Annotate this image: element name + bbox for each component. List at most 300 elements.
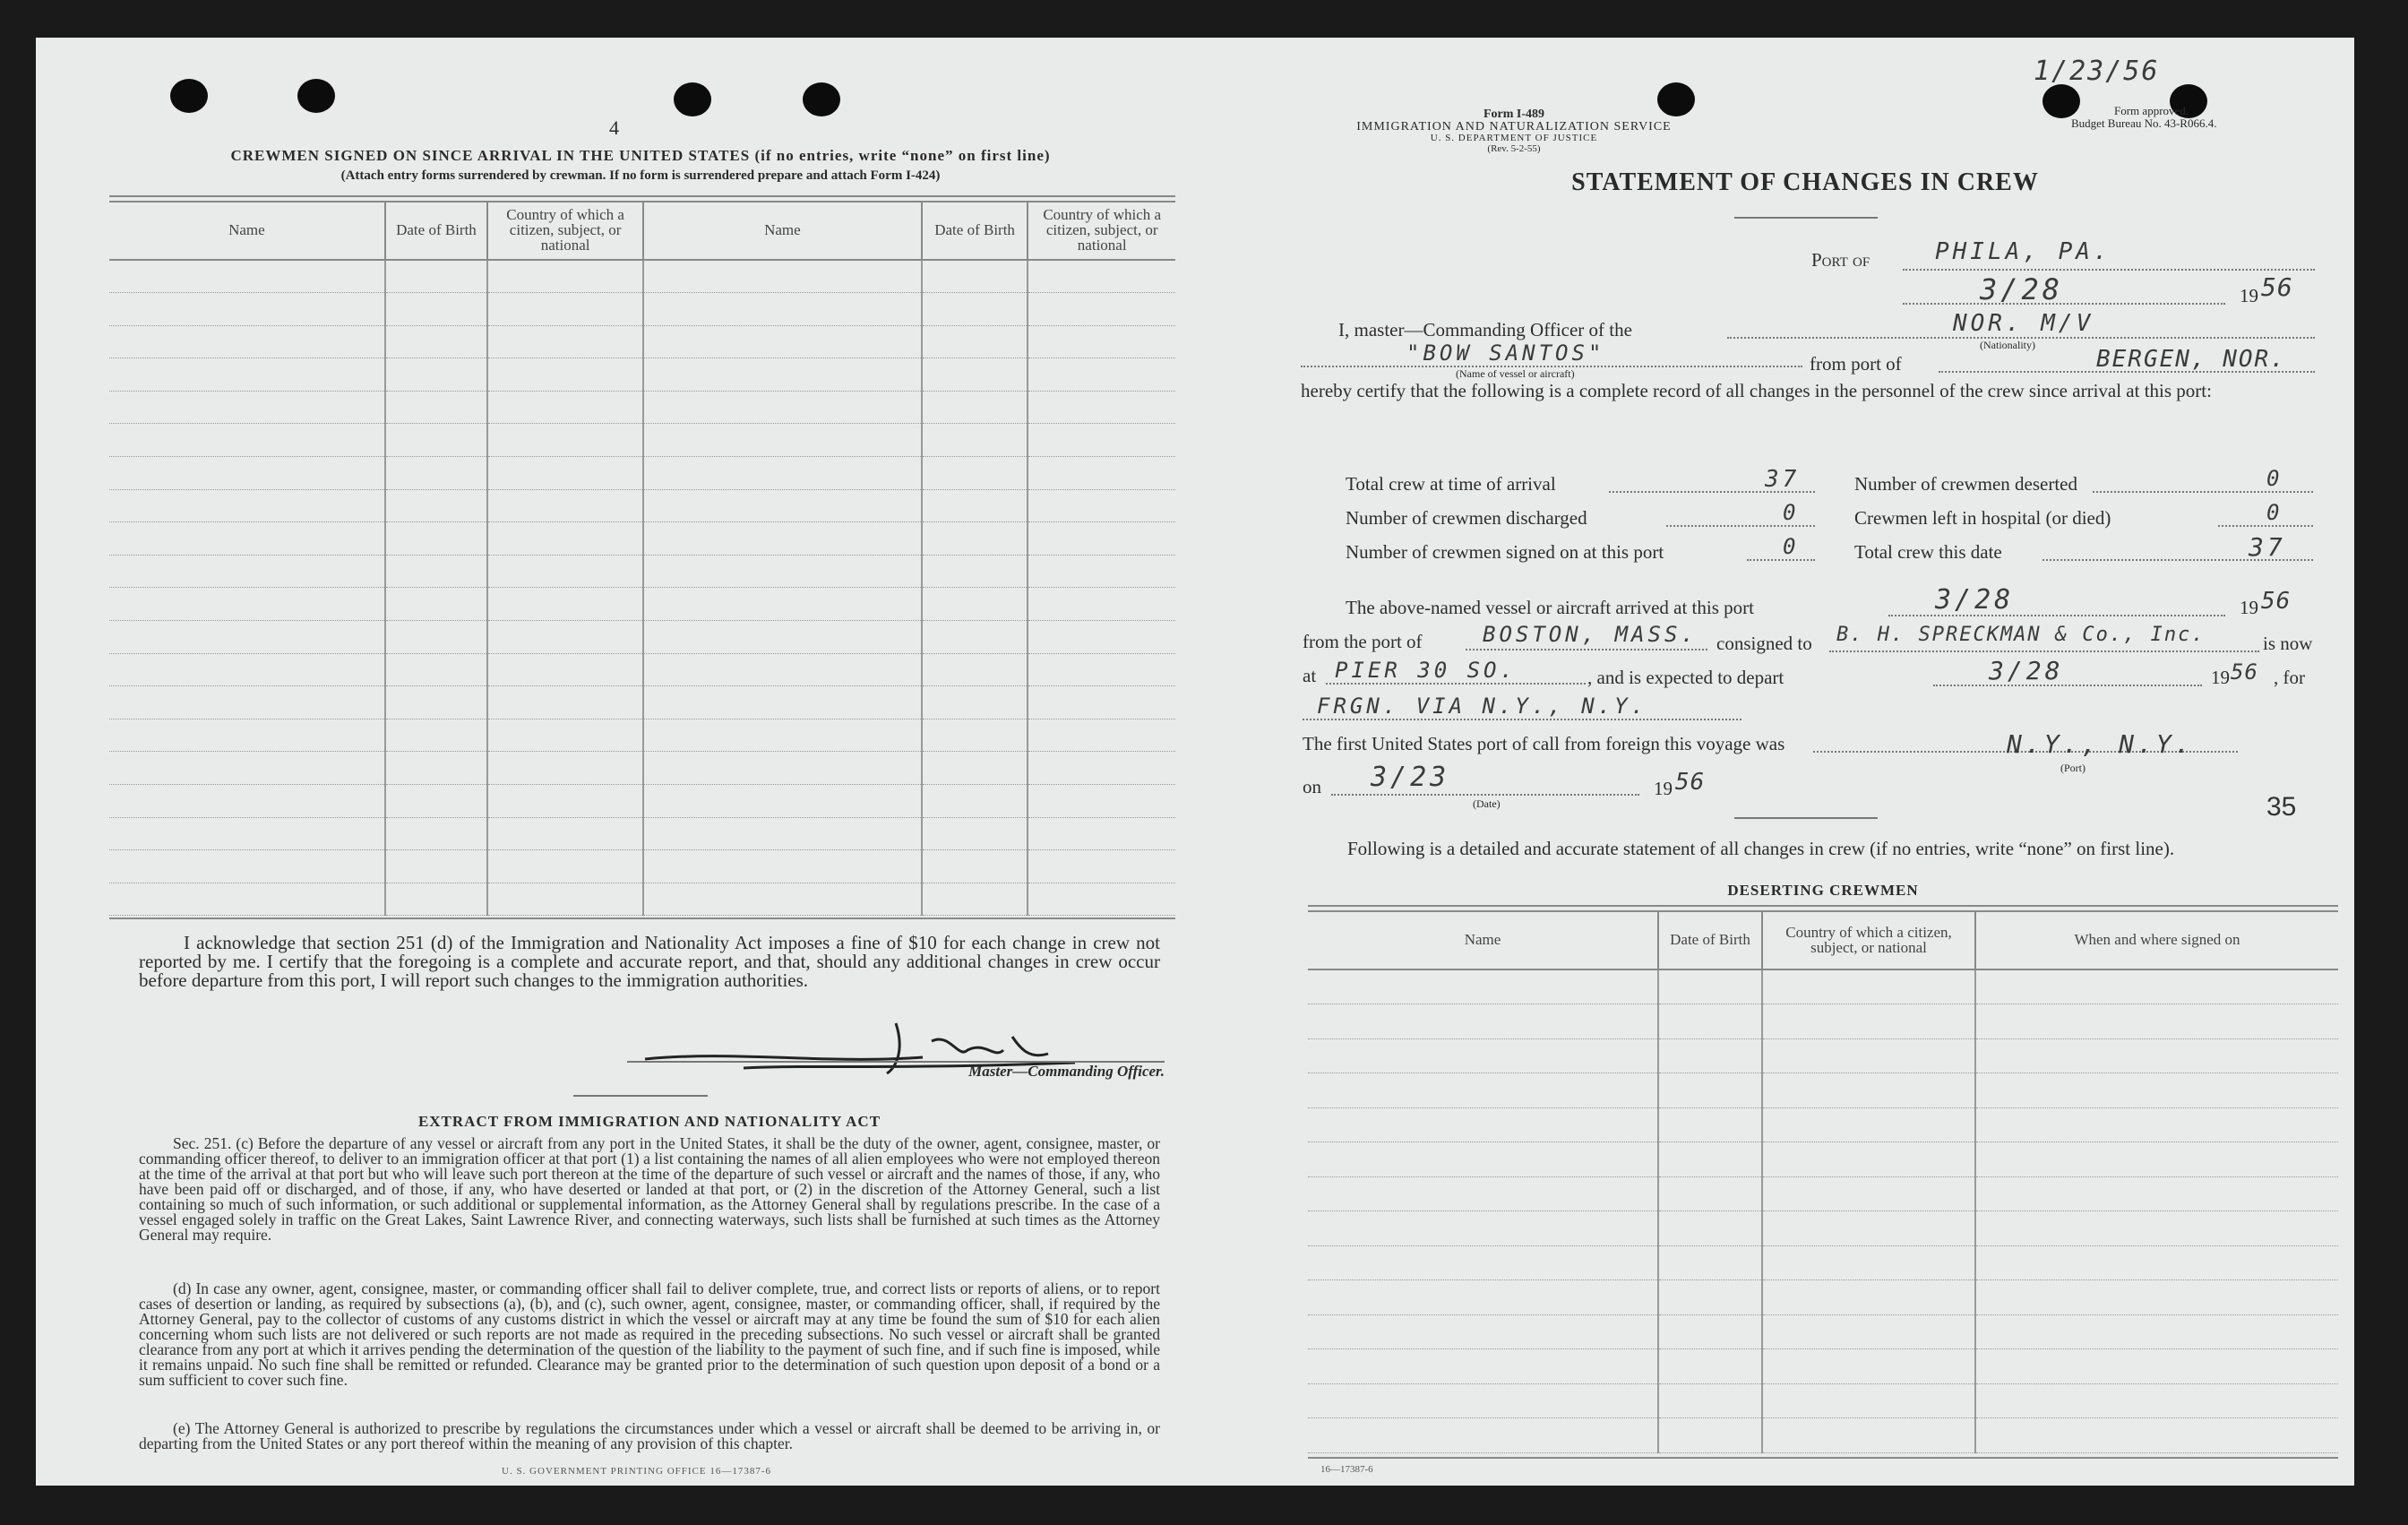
table-cell[interactable] <box>487 391 643 424</box>
table-cell[interactable] <box>1028 260 1175 293</box>
depart-year: 56 <box>2231 659 2258 685</box>
column-header: Country of which a citizen, subject, or national <box>1028 201 1175 260</box>
table-cell[interactable] <box>1975 1107 2338 1142</box>
table-cell[interactable] <box>385 489 488 522</box>
table-cell[interactable] <box>643 850 922 883</box>
table-cell[interactable] <box>643 522 922 556</box>
table-cell[interactable] <box>1762 1176 1975 1211</box>
table-cell[interactable] <box>109 555 385 588</box>
table-cell[interactable] <box>1975 1349 2338 1384</box>
table-row <box>1308 1245 2338 1280</box>
first-port-year: 56 <box>1675 769 1706 796</box>
table-row <box>109 293 1175 326</box>
punch-hole <box>674 82 711 116</box>
table-cell[interactable] <box>1762 1073 1975 1108</box>
table-cell[interactable] <box>1762 1314 1975 1349</box>
table-cell[interactable] <box>385 293 488 326</box>
discharged-label: Number of crewmen discharged <box>1346 507 1587 529</box>
for-label: , for <box>2274 667 2305 688</box>
rule <box>1734 817 1878 819</box>
fill-line <box>1466 649 1707 650</box>
table-cell[interactable] <box>643 457 922 490</box>
table-cell[interactable] <box>643 555 922 588</box>
table-cell[interactable] <box>487 653 643 686</box>
table-cell[interactable] <box>385 588 488 621</box>
table-cell[interactable] <box>922 785 1028 818</box>
table-cell[interactable] <box>1028 817 1175 850</box>
section-251-c: Sec. 251. (c) Before the departure of any vessel or aircraft from any port in the United States, it shall be the duty of the owner, agent, consignee, master, or commanding officer thereof, to deliver to an immigration officer at that port (1) a list containing the names of all alien employees who were not employed thereon at the time of the arrival at that port but who will leave such port thereon at the time of the departure of such vessel or aircraft and the names of those, if any, who have been paid off or discharged, and of those, if any, who have deserted or landed at that port, or (2) in the discretion of the Attorney General, such a list containing so much of such information, or such additional or supplemental information, as the Attorney General shall by regulations prescribe. In the case of a vessel engaged solely in traffic on the Great Lakes, Saint Lawrence River, and connecting waterways, such lists shall be furnished at such times as the Attorney General may require. <box>139 1134 1160 1244</box>
table-cell[interactable] <box>1975 1314 2338 1349</box>
table-cell[interactable] <box>1028 850 1175 883</box>
table-row <box>1308 1107 2338 1142</box>
vessel-nationality: NOR. M/V <box>1953 310 2094 337</box>
depart-date: 3/28 <box>1989 656 2064 685</box>
table-cell[interactable] <box>487 850 643 883</box>
table-cell[interactable] <box>1308 1383 1658 1418</box>
rule <box>1308 1457 2338 1459</box>
table-cell[interactable] <box>922 555 1028 588</box>
table-cell[interactable] <box>385 817 488 850</box>
table-cell[interactable] <box>385 785 488 818</box>
table-cell[interactable] <box>922 621 1028 654</box>
table-cell[interactable] <box>1762 1280 1975 1315</box>
table-row <box>109 785 1175 818</box>
table-cell[interactable] <box>385 391 488 424</box>
table-cell[interactable] <box>1308 969 1658 1004</box>
discharged-value: 0 <box>1783 500 1800 525</box>
master-line: I, master—Commanding Officer of the <box>1338 319 1632 340</box>
table-cell[interactable] <box>109 391 385 424</box>
table-cell[interactable] <box>643 325 922 358</box>
table-cell[interactable] <box>1658 1245 1762 1280</box>
table-cell[interactable] <box>487 522 643 556</box>
table-cell[interactable] <box>1975 1073 2338 1108</box>
table-row <box>109 621 1175 654</box>
table-cell[interactable] <box>109 653 385 686</box>
table-cell[interactable] <box>109 883 385 916</box>
table-cell[interactable] <box>1028 457 1175 490</box>
crewmen-signed-on-table <box>109 201 1175 916</box>
from-port-value: BERGEN, NOR. <box>2096 346 2286 373</box>
table-cell[interactable] <box>109 752 385 785</box>
table-cell[interactable] <box>1658 1176 1762 1211</box>
year-prefix: 19 <box>1654 778 1673 799</box>
table-cell[interactable] <box>487 293 643 326</box>
table-row <box>109 489 1175 522</box>
table-cell[interactable] <box>1308 1211 1658 1246</box>
hospital-value: 0 <box>2266 500 2283 525</box>
table-cell[interactable] <box>385 653 488 686</box>
table-cell[interactable] <box>1762 1211 1975 1246</box>
table-cell[interactable] <box>1975 1038 2338 1073</box>
table-row <box>1308 1349 2338 1384</box>
table-cell[interactable] <box>1975 1383 2338 1418</box>
table-cell[interactable] <box>1658 1038 1762 1073</box>
table-cell[interactable] <box>922 424 1028 457</box>
destination: FRGN. VIA N.Y., N.Y. <box>1317 694 1647 719</box>
table-cell[interactable] <box>1975 969 2338 1004</box>
table-cell[interactable] <box>922 522 1028 556</box>
table-cell[interactable] <box>1028 358 1175 392</box>
table-cell[interactable] <box>1975 1142 2338 1177</box>
first-port-date: 3/23 <box>1371 762 1450 793</box>
table-cell[interactable] <box>109 424 385 457</box>
table-cell[interactable] <box>1975 1280 2338 1315</box>
punch-hole <box>170 79 208 113</box>
table-cell[interactable] <box>643 588 922 621</box>
table-cell[interactable] <box>487 457 643 490</box>
table-cell[interactable] <box>1028 621 1175 654</box>
table-cell[interactable] <box>109 817 385 850</box>
table-cell[interactable] <box>643 785 922 818</box>
table-cell[interactable] <box>487 785 643 818</box>
table-cell[interactable] <box>643 883 922 916</box>
table-cell[interactable] <box>1028 325 1175 358</box>
table-cell[interactable] <box>1308 1142 1658 1177</box>
consigned-label: consigned to <box>1716 633 1812 654</box>
budget-bureau-number: Budget Bureau No. 43-R066.4. <box>2071 116 2217 130</box>
table-cell[interactable] <box>1658 1073 1762 1108</box>
table-cell[interactable] <box>1658 1349 1762 1384</box>
table-cell[interactable] <box>922 817 1028 850</box>
table-cell[interactable] <box>922 883 1028 916</box>
printer-footer: 16—17387-6 <box>1320 1464 1373 1475</box>
rule <box>1734 217 1878 219</box>
table-cell[interactable] <box>385 850 488 883</box>
table-cell[interactable] <box>1762 1004 1975 1039</box>
table-cell[interactable] <box>1308 1245 1658 1280</box>
table-cell[interactable] <box>109 358 385 392</box>
date-caption: (Date) <box>1473 797 1501 810</box>
table-cell[interactable] <box>1658 1280 1762 1315</box>
following-text: Following is a detailed and accurate statement of all changes in crew (if no entries, write “none” on first line). <box>1347 838 2175 859</box>
table-cell[interactable] <box>1308 1280 1658 1315</box>
punch-hole <box>2042 84 2080 118</box>
table-cell[interactable] <box>922 260 1028 293</box>
table-cell[interactable] <box>922 489 1028 522</box>
fill-line <box>1903 303 2225 305</box>
fill-line <box>1303 719 1742 720</box>
department-name: U. S. DEPARTMENT OF JUSTICE <box>1430 133 1598 143</box>
table-cell[interactable] <box>487 883 643 916</box>
table-row <box>109 850 1175 883</box>
table-cell[interactable] <box>643 653 922 686</box>
table-cell[interactable] <box>1028 391 1175 424</box>
table-cell[interactable] <box>643 817 922 850</box>
table-cell[interactable] <box>487 424 643 457</box>
table-cell[interactable] <box>385 686 488 719</box>
table-cell[interactable] <box>385 522 488 556</box>
fill-line <box>1326 683 1586 685</box>
table-row <box>109 883 1175 916</box>
table-row <box>109 457 1175 490</box>
crewmen-signed-heading: CREWMEN SIGNED ON SINCE ARRIVAL IN THE UNITED STATES (if no entries, write “none” on first line) <box>230 147 1051 164</box>
table-row <box>109 555 1175 588</box>
table-cell[interactable] <box>1658 1142 1762 1177</box>
table-cell[interactable] <box>109 457 385 490</box>
port-label: Port of <box>1811 249 1870 271</box>
arrived-text: The above-named vessel or aircraft arrived at this port <box>1346 597 1754 618</box>
table-row <box>109 325 1175 358</box>
table-cell[interactable] <box>1308 1107 1658 1142</box>
table-cell[interactable] <box>487 817 643 850</box>
table-body <box>1308 969 2338 1452</box>
fill-line <box>2218 525 2313 527</box>
table-cell[interactable] <box>109 489 385 522</box>
table-row <box>1308 1314 2338 1349</box>
deserting-crewmen-table <box>1308 910 2338 1453</box>
table-cell[interactable] <box>922 293 1028 326</box>
table-cell[interactable] <box>643 260 922 293</box>
table-cell[interactable] <box>643 719 922 752</box>
column-header: Date of Birth <box>1658 910 1762 969</box>
column-header: Date of Birth <box>385 201 488 260</box>
table-cell[interactable] <box>487 752 643 785</box>
table-cell[interactable] <box>1658 1211 1762 1246</box>
signed-on-label: Number of crewmen signed on at this port <box>1346 541 1664 563</box>
table-cell[interactable] <box>1762 1142 1975 1177</box>
table-cell[interactable] <box>109 325 385 358</box>
table-cell[interactable] <box>1028 719 1175 752</box>
fill-line <box>1666 525 1815 527</box>
table-row <box>1308 969 2338 1004</box>
table-cell[interactable] <box>1308 1038 1658 1073</box>
hospital-label: Crewmen left in hospital (or died) <box>1854 507 2111 529</box>
table-cell[interactable] <box>385 424 488 457</box>
table-cell[interactable] <box>385 555 488 588</box>
table-cell[interactable] <box>1762 969 1975 1004</box>
table-cell[interactable] <box>1975 1211 2338 1246</box>
table-cell[interactable] <box>487 621 643 654</box>
fill-line <box>2093 491 2313 493</box>
table-cell[interactable] <box>1762 1383 1975 1418</box>
table-cell[interactable] <box>1975 1004 2338 1039</box>
page-number: 4 <box>609 116 619 139</box>
table-row <box>1308 1383 2338 1418</box>
table-row <box>109 260 1175 293</box>
table-row <box>1308 1418 2338 1453</box>
table-cell[interactable] <box>385 752 488 785</box>
table-cell[interactable] <box>1762 1418 1975 1453</box>
column-header: When and where signed on <box>1975 910 2338 969</box>
total-crew-date-value: 37 <box>2249 532 2286 562</box>
table-cell[interactable] <box>1762 1349 1975 1384</box>
from-port-of-label: from the port of <box>1303 631 1423 652</box>
table-cell[interactable] <box>109 686 385 719</box>
table-cell[interactable] <box>109 785 385 818</box>
table-cell[interactable] <box>1028 293 1175 326</box>
rule <box>109 918 1175 919</box>
table-cell[interactable] <box>1028 424 1175 457</box>
column-header: Country of which a citizen, subject, or national <box>487 201 643 260</box>
table-cell[interactable] <box>922 457 1028 490</box>
table-cell[interactable] <box>643 391 922 424</box>
total-crew-arrival-value: 37 <box>1765 466 1801 493</box>
punch-hole <box>803 82 840 116</box>
table-cell[interactable] <box>1308 1418 1658 1453</box>
table-cell[interactable] <box>1028 785 1175 818</box>
table-cell[interactable] <box>1658 1314 1762 1349</box>
table-row <box>109 522 1175 556</box>
table-row <box>1308 1211 2338 1246</box>
on-label: on <box>1303 776 1321 797</box>
table-cell[interactable] <box>1658 1107 1762 1142</box>
table-cell[interactable] <box>487 358 643 392</box>
table-cell[interactable] <box>487 719 643 752</box>
column-header: Date of Birth <box>922 201 1028 260</box>
table-cell[interactable] <box>1308 1349 1658 1384</box>
total-crew-arrival-label: Total crew at time of arrival <box>1346 473 1556 495</box>
report-year: 56 <box>2261 272 2293 302</box>
year-prefix: 19 <box>2240 285 2258 306</box>
table-cell[interactable] <box>1762 1038 1975 1073</box>
table-cell[interactable] <box>109 522 385 556</box>
table-row <box>109 588 1175 621</box>
table-cell[interactable] <box>643 752 922 785</box>
table-cell[interactable] <box>1028 522 1175 556</box>
table-cell[interactable] <box>385 325 488 358</box>
signed-on-value: 0 <box>1783 534 1800 559</box>
consignee: B. H. SPRECKMAN & Co., Inc. <box>1836 624 2206 646</box>
table-cell[interactable] <box>1762 1107 1975 1142</box>
attach-forms-note: (Attach entry forms surrendered by crewman. If no form is surrendered prepare and attach Form I-424) <box>340 168 941 183</box>
table-row <box>109 653 1175 686</box>
table-cell[interactable] <box>643 293 922 326</box>
table-cell[interactable] <box>487 588 643 621</box>
column-header: Name <box>1308 910 1658 969</box>
table-cell[interactable] <box>385 719 488 752</box>
table-cell[interactable] <box>109 260 385 293</box>
agency-name: IMMIGRATION AND NATURALIZATION SERVICE <box>1356 120 1672 134</box>
berth-location: PIER 30 SO. <box>1335 658 1517 683</box>
table-row <box>1308 1038 2338 1073</box>
table-cell[interactable] <box>922 588 1028 621</box>
table-cell[interactable] <box>922 752 1028 785</box>
fill-line <box>1903 269 2315 271</box>
table-cell[interactable] <box>1028 752 1175 785</box>
table-row <box>1308 1004 2338 1039</box>
handwritten-date: 1/23/56 <box>2034 56 2160 87</box>
report-date: 3/28 <box>1980 272 2064 306</box>
table-cell[interactable] <box>1308 1314 1658 1349</box>
from-port-label: from port of <box>1810 353 1902 375</box>
table-cell[interactable] <box>109 719 385 752</box>
signature-caption: Master—Commanding Officer. <box>968 1063 1165 1080</box>
table-cell[interactable] <box>487 260 643 293</box>
table-cell[interactable] <box>922 686 1028 719</box>
document-sheet <box>36 38 2354 1486</box>
table-cell[interactable] <box>1975 1418 2338 1453</box>
table-cell[interactable] <box>1028 883 1175 916</box>
table-cell[interactable] <box>922 719 1028 752</box>
table-cell[interactable] <box>643 489 922 522</box>
table-row <box>109 686 1175 719</box>
table-cell[interactable] <box>1308 1004 1658 1039</box>
table-cell[interactable] <box>643 686 922 719</box>
fill-line <box>1747 559 1815 561</box>
total-crew-date-label: Total crew this date <box>1854 541 2002 563</box>
table-cell[interactable] <box>1975 1245 2338 1280</box>
table-cell[interactable] <box>1975 1176 2338 1211</box>
first-port-value: N.Y., N.Y. <box>2007 729 2194 759</box>
table-cell[interactable] <box>922 391 1028 424</box>
table-cell[interactable] <box>487 489 643 522</box>
table-cell[interactable] <box>385 621 488 654</box>
table-cell[interactable] <box>487 686 643 719</box>
rule <box>573 1095 708 1097</box>
table-cell[interactable] <box>385 260 488 293</box>
form-number: Form I-489 <box>1483 108 1545 121</box>
table-cell[interactable] <box>643 358 922 392</box>
form-approved: Form approved. <box>2114 104 2189 117</box>
table-cell[interactable] <box>1028 686 1175 719</box>
table-cell[interactable] <box>643 424 922 457</box>
column-header: Name <box>109 201 385 260</box>
section-251-d: (d) In case any owner, agent, consignee, master, or commanding officer shall fail to deliver complete, true, and correct lists or reports of aliens, or to report cases of desertion or landing, as required by subsections (a), (b), and (c), such owner, agent, consignee, master, or commanding officer, shall, if required by the Attorney General, pay to the collector of customs of any customs district in which the vessel or aircraft may at any time be found the sum of $10 for each alien concerning whom such lists are not delivered or such reports are not made as required in the preceding subsections. No such vessel or aircraft shall be granted clearance from any port at which it arrives pending the determination of the question of the liability to the payment of such fine, and if such fine is imposed, while it remains unpaid. No such fine shall be remitted or refunded. Clearance may be granted prior to the determination of such question upon deposit of a bond or a sum sufficient to cover such fine. <box>139 1279 1160 1389</box>
table-cell[interactable] <box>109 850 385 883</box>
table-cell[interactable] <box>643 621 922 654</box>
table-cell[interactable] <box>1658 1383 1762 1418</box>
table-cell[interactable] <box>1028 653 1175 686</box>
table-cell[interactable] <box>1028 555 1175 588</box>
extract-title: EXTRACT FROM IMMIGRATION AND NATIONALITY ACT <box>417 1113 882 1130</box>
table-cell[interactable] <box>922 358 1028 392</box>
table-row <box>109 358 1175 392</box>
table-cell[interactable] <box>385 883 488 916</box>
table-cell[interactable] <box>385 358 488 392</box>
table-cell[interactable] <box>109 293 385 326</box>
expected-depart-label: , and is expected to depart <box>1587 667 1784 688</box>
section-251-e: (e) The Attorney General is authorized to prescribe by regulations the circumstances under which a vessel or aircraft shall be deemed to be arriving in, or departing from the United States or any port thereof within the meaning of any provision of this chapter. <box>139 1419 1160 1452</box>
fill-line <box>1933 685 2202 686</box>
is-now-text: is now <box>2263 633 2313 654</box>
table-cell[interactable] <box>1028 588 1175 621</box>
acknowledgement-text: I acknowledge that section 251 (d) of the Immigration and Nationality Act imposes a fine of $10 for each change in crew not reported by me. I certify that the foregoing is a complete and accurate report, and that, should any additional changes in crew occur before departure from this port, I will report such changes to the immigration authorities. <box>139 932 1160 991</box>
deserted-value: 0 <box>2266 466 2283 491</box>
table-row <box>109 424 1175 457</box>
table-cell[interactable] <box>1308 1073 1658 1108</box>
table-row <box>1308 1280 2338 1315</box>
table-cell[interactable] <box>1028 489 1175 522</box>
table-row <box>109 719 1175 752</box>
table-cell[interactable] <box>487 555 643 588</box>
column-header: Country of which a citizen, subject, or national <box>1762 910 1975 969</box>
table-cell[interactable] <box>922 325 1028 358</box>
table-cell[interactable] <box>1308 1176 1658 1211</box>
table-cell[interactable] <box>385 457 488 490</box>
table-cell[interactable] <box>109 621 385 654</box>
table-cell[interactable] <box>922 653 1028 686</box>
vessel-caption: (Name of vessel or aircraft) <box>1456 367 1575 380</box>
revision: (Rev. 5-2-55) <box>1487 143 1541 154</box>
year-prefix: 19 <box>2240 597 2258 618</box>
table-cell[interactable] <box>1658 969 1762 1004</box>
table-row <box>1308 1073 2338 1108</box>
table-cell[interactable] <box>922 850 1028 883</box>
table-cell[interactable] <box>487 325 643 358</box>
table-cell[interactable] <box>1658 1418 1762 1453</box>
table-cell[interactable] <box>109 588 385 621</box>
vessel-name: "BOW SANTOS" <box>1406 340 1605 366</box>
printer-footer: U. S. GOVERNMENT PRINTING OFFICE 16—17387-6 <box>502 1466 772 1477</box>
table-cell[interactable] <box>1762 1245 1975 1280</box>
port-caption: (Port) <box>2060 762 2086 774</box>
fill-line <box>1829 650 2259 652</box>
arrived-year: 56 <box>2261 588 2292 615</box>
table-cell[interactable] <box>1658 1004 1762 1039</box>
table-row <box>109 391 1175 424</box>
punch-hole <box>297 79 335 113</box>
